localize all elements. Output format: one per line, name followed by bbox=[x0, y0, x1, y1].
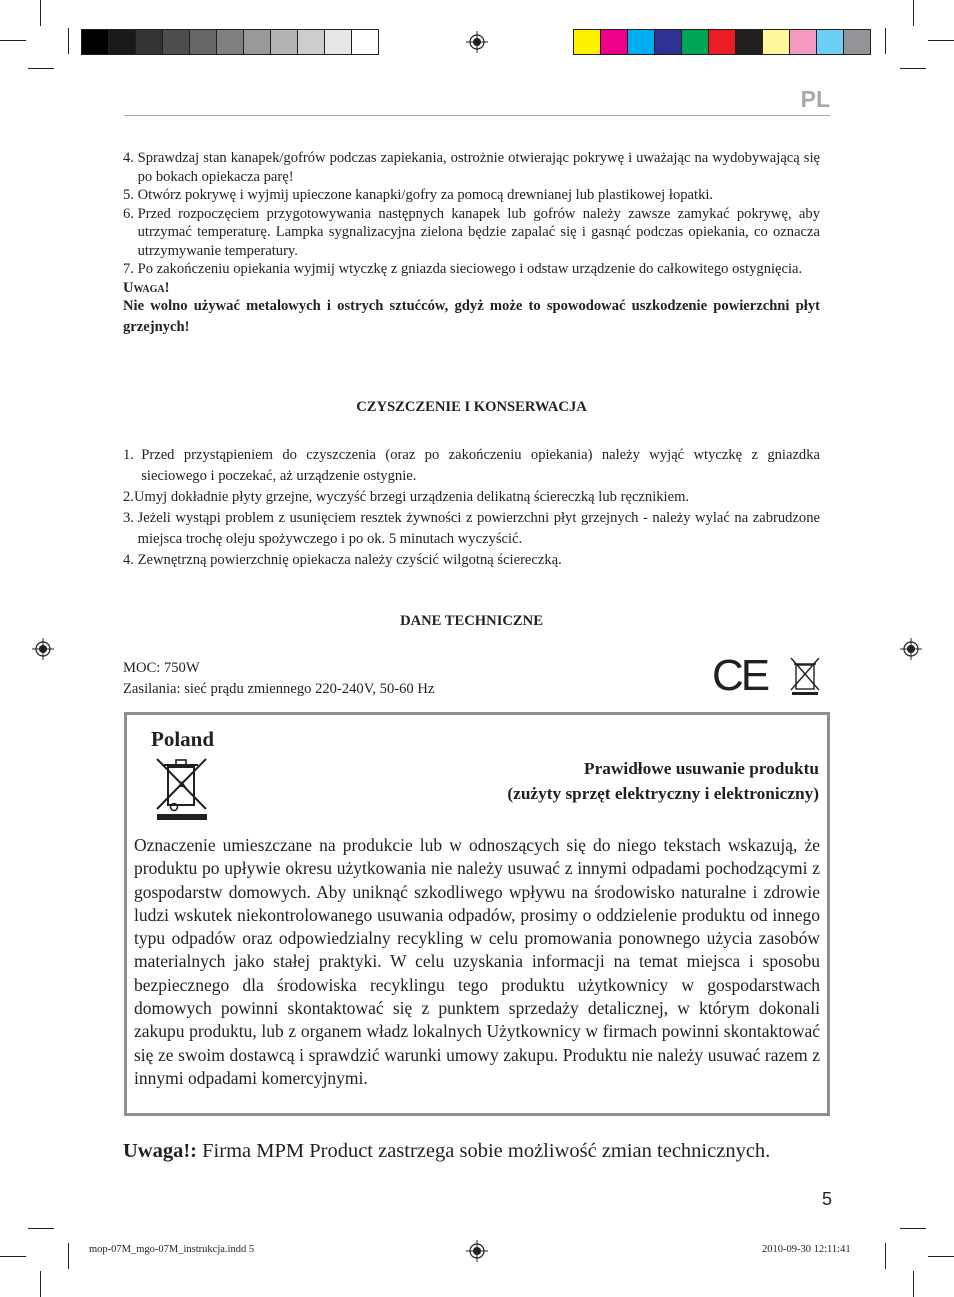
item-number: 6. bbox=[123, 205, 138, 222]
item-text: Umyj dokładnie płyty grzejne, wyczyść brzegi urządzenia delikatną ściereczką lub ręcznikiem. bbox=[133, 489, 690, 505]
warning-text: Nie wolno używać metalowych i ostrych sztućców, gdyż może to spowodować uszkodzenie powierzchni płyt grzejnych! bbox=[123, 298, 820, 335]
item-text: Przed przystąpieniem do czyszczenia (oraz po zakończeniu opiekania) należy wyjąć wtyczkę z gniazdka sieciowego i poczekać, aż urządzenie ostygnie. bbox=[141, 447, 820, 484]
color-swatch bbox=[324, 29, 352, 55]
disposal-title bbox=[507, 756, 819, 806]
registration-mark-icon bbox=[466, 31, 488, 53]
color-swatch bbox=[270, 29, 298, 55]
color-swatch bbox=[789, 29, 817, 55]
crop-mark bbox=[885, 1243, 886, 1269]
crop-mark bbox=[913, 0, 914, 26]
item-text: Przed rozpoczęciem przygotowywania następnych kanapek lub gofrów należy zawsze zamykać pokrywę, aby utrzymać temperaturę. Lampka sygnalizacyjna zielona będzie zapalać się i gasnąć podczas opiekania, co oznacza utrzymywanie temperatury. bbox=[137, 205, 820, 259]
warning-title: Uwaga! bbox=[123, 279, 170, 296]
ce-mark-icon: CE bbox=[712, 651, 768, 700]
item-number: 5. bbox=[123, 187, 138, 203]
note-text: Firma MPM Product zastrzega sobie możliwość zmian technicznych. bbox=[197, 1140, 771, 1162]
registration-mark-icon bbox=[900, 638, 922, 660]
header-rule bbox=[124, 115, 830, 116]
color-swatch bbox=[162, 29, 190, 55]
page-number: 5 bbox=[821, 1189, 832, 1209]
item-text: Otwórz pokrywę i wyjmij upieczone kanapki/gofry za pomocą drewnianej lub plastikowej łopatki. bbox=[137, 187, 714, 203]
color-swatch bbox=[654, 29, 682, 55]
crop-mark bbox=[900, 1228, 926, 1229]
crop-mark bbox=[68, 1243, 69, 1269]
technical-changes-note bbox=[123, 1140, 843, 1163]
spec-supply: Zasilania: sieć prądu zmiennego 220-240V, 50-60 Hz bbox=[123, 681, 435, 697]
weee-bin-icon bbox=[154, 755, 210, 823]
color-swatch bbox=[816, 29, 844, 55]
crop-mark bbox=[0, 40, 26, 41]
cleaning-item bbox=[123, 550, 820, 571]
disposal-box bbox=[124, 712, 830, 1116]
cleaning-list bbox=[123, 445, 820, 571]
crop-mark bbox=[68, 28, 69, 54]
specs-heading: DANE TECHNICZNE bbox=[400, 613, 543, 629]
disposal-title-line: (zużyty sprzęt elektryczny i elektroniczny) bbox=[507, 784, 819, 803]
color-swatch bbox=[708, 29, 736, 55]
crop-mark bbox=[928, 40, 954, 41]
language-code: PL bbox=[800, 86, 830, 112]
item-number: 2. bbox=[123, 489, 134, 505]
disposal-body: Oznaczenie umieszczane na produkcie lub w odnoszących się do niego tekstach wskazują, że produktu po upływie okresu użytkowania nie należy usuwać z innymi odpadami pochodzącymi z gospodarstw domowych. Aby uniknąć szkodliwego wpływu na środowisko naturalne i zdrowie ludzi wskutek niekontrolowanego usuwania odpadów, prosimy o oddzielenie produktu od innego typu odpadów oraz odpowiedzialny recykling w celu promowania ponownego użycia zasobów materialnych jako stałej praktyki. W celu uzyskania informacji na temat miejsca i sposobu bezpiecznego dla środowiska recyklingu tego produktu użytkownicy w gospodarstwach domowych powinni skontaktować się z punktem sprzedaży detalicznej, w którym dokonali zakupu produktu, lub z organem władz lokalnych Użytkownicy w firmach powinni skontaktować się ze swoim dostawcą i sprawdzić warunki umowy zakupu. Produktu nie należy usuwać razem z innymi odpadami komercyjnymi. bbox=[134, 835, 820, 1088]
file-slug: mop-07M_mgo-07M_instrukcja.indd 5 bbox=[89, 1244, 255, 1255]
date-slug: 2010-09-30 12:11:41 bbox=[762, 1244, 851, 1255]
item-text: Jeżeli wystąpi problem z usunięciem resztek żywności z powierzchni płyt grzejnych - należy wylać na zabrudzone miejsca trochę oleju spożywczego i po ok. 5 minutach wyczyścić. bbox=[137, 510, 820, 547]
crop-mark bbox=[40, 0, 41, 26]
crop-mark bbox=[0, 1256, 26, 1257]
registration-mark-icon bbox=[466, 1240, 488, 1262]
item-text: Zewnętrzną powierzchnię opiekacza należy czyścić wilgotną ściereczką. bbox=[137, 552, 562, 568]
note-label: Uwaga!: bbox=[123, 1140, 198, 1162]
item-text: Sprawdzaj stan kanapek/gofrów podczas zapiekania, ostrożnie otwierając pokrywę i uważając na wydobywającą się po bokach opiekacza parę! bbox=[137, 150, 820, 185]
cleaning-item bbox=[123, 508, 820, 550]
color-swatch bbox=[573, 29, 601, 55]
registration-mark-icon bbox=[32, 638, 54, 660]
cleaning-item bbox=[123, 445, 820, 487]
color-swatch bbox=[189, 29, 217, 55]
color-swatch bbox=[627, 29, 655, 55]
instruction-item bbox=[123, 149, 820, 186]
color-swatch bbox=[216, 29, 244, 55]
color-swatch bbox=[600, 29, 628, 55]
color-swatch bbox=[243, 29, 271, 55]
spec-power: MOC: 750W bbox=[123, 660, 200, 676]
color-swatch bbox=[135, 29, 163, 55]
country-label: Poland bbox=[151, 727, 215, 751]
color-swatch bbox=[351, 29, 379, 55]
crop-mark bbox=[40, 1271, 41, 1297]
color-swatch bbox=[81, 29, 109, 55]
color-swatch bbox=[108, 29, 136, 55]
color-swatch bbox=[297, 29, 325, 55]
cleaning-item bbox=[123, 487, 820, 508]
crop-mark bbox=[28, 1228, 54, 1229]
item-number: 7. bbox=[123, 261, 138, 277]
crop-mark bbox=[28, 68, 54, 69]
crop-mark bbox=[885, 28, 886, 54]
item-number: 1. bbox=[123, 447, 142, 463]
item-number: 4. bbox=[123, 552, 138, 568]
instruction-item bbox=[123, 186, 820, 205]
instruction-item bbox=[123, 205, 820, 261]
item-number: 4. bbox=[123, 150, 138, 166]
cleaning-heading: CZYSZCZENIE I KONSERWACJA bbox=[356, 399, 587, 415]
color-swatch bbox=[843, 29, 871, 55]
instruction-item bbox=[123, 260, 820, 279]
item-text: Po zakończeniu opiekania wyjmij wtyczkę z gniazda sieciowego i odstaw urządzenie do całkowitego ostygnięcia. bbox=[137, 261, 803, 277]
color-swatch bbox=[762, 29, 790, 55]
disposal-title-line: Prawidłowe usuwanie produktu bbox=[584, 759, 819, 778]
crop-mark bbox=[928, 1256, 954, 1257]
crossed-bin-icon bbox=[788, 656, 822, 696]
crop-mark bbox=[900, 68, 926, 69]
color-swatch bbox=[681, 29, 709, 55]
crop-mark bbox=[913, 1271, 914, 1297]
item-number: 3. bbox=[123, 510, 138, 526]
instruction-list bbox=[123, 149, 820, 338]
color-swatch bbox=[735, 29, 763, 55]
